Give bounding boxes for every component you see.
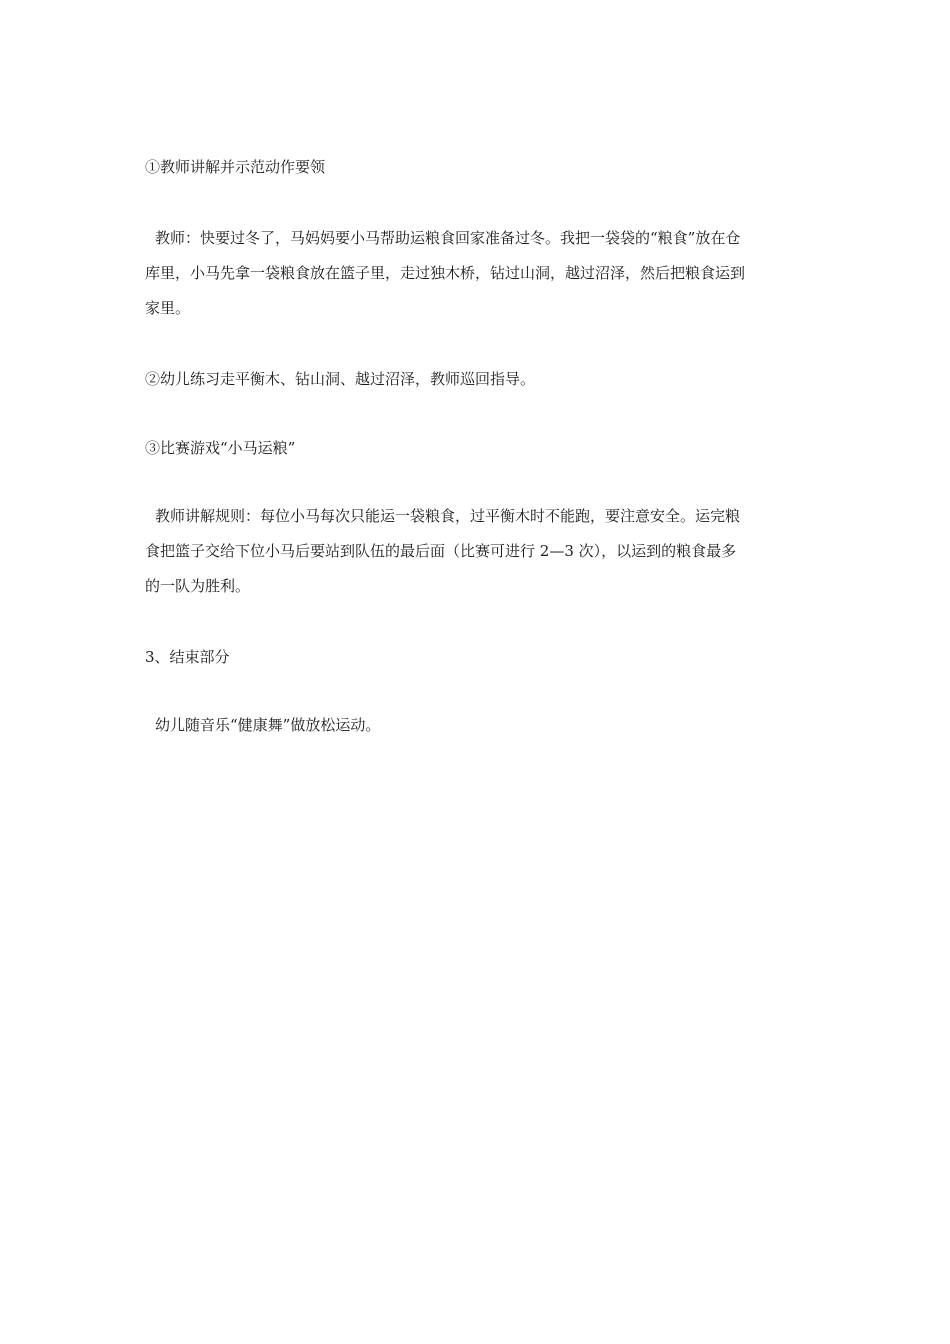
section3-body: 幼儿随音乐“健康舞”做放松运动。	[155, 716, 381, 734]
step3-body	[145, 499, 810, 604]
step3-body-line: 教师讲解规则：每位小马每次只能运一袋粮食，过平衡木时不能跑，要注意安全。运完粮	[155, 507, 741, 525]
step1-body-line: 教师：快要过冬了，马妈妈要小马帮助运粮食回家准备过冬。我把一袋袋的“粮食”放在仓	[155, 229, 741, 247]
section3-heading: 3、结束部分	[145, 648, 230, 666]
step1-body-line: 库里，小马先拿一袋粮食放在篮子里，走过独木桥，钻过山洞，越过沼泽，然后把粮食运到	[145, 264, 746, 282]
step1-body-line: 家里。	[145, 299, 191, 317]
step1-body	[145, 221, 810, 326]
step3-heading: ③比赛游戏“小马运粮”	[145, 439, 296, 457]
step3-body-line: 的一队为胜利。	[145, 577, 251, 595]
step3-body-line: 食把篮子交给下位小马后要站到队伍的最后面（比赛可进行 2—3 次），以运到的粮食最多	[145, 542, 737, 560]
step2-heading: ②幼儿练习走平衡木、钻山洞、越过沼泽，教师巡回指导。	[145, 370, 536, 388]
step1-heading: ①教师讲解并示范动作要领	[145, 158, 326, 176]
